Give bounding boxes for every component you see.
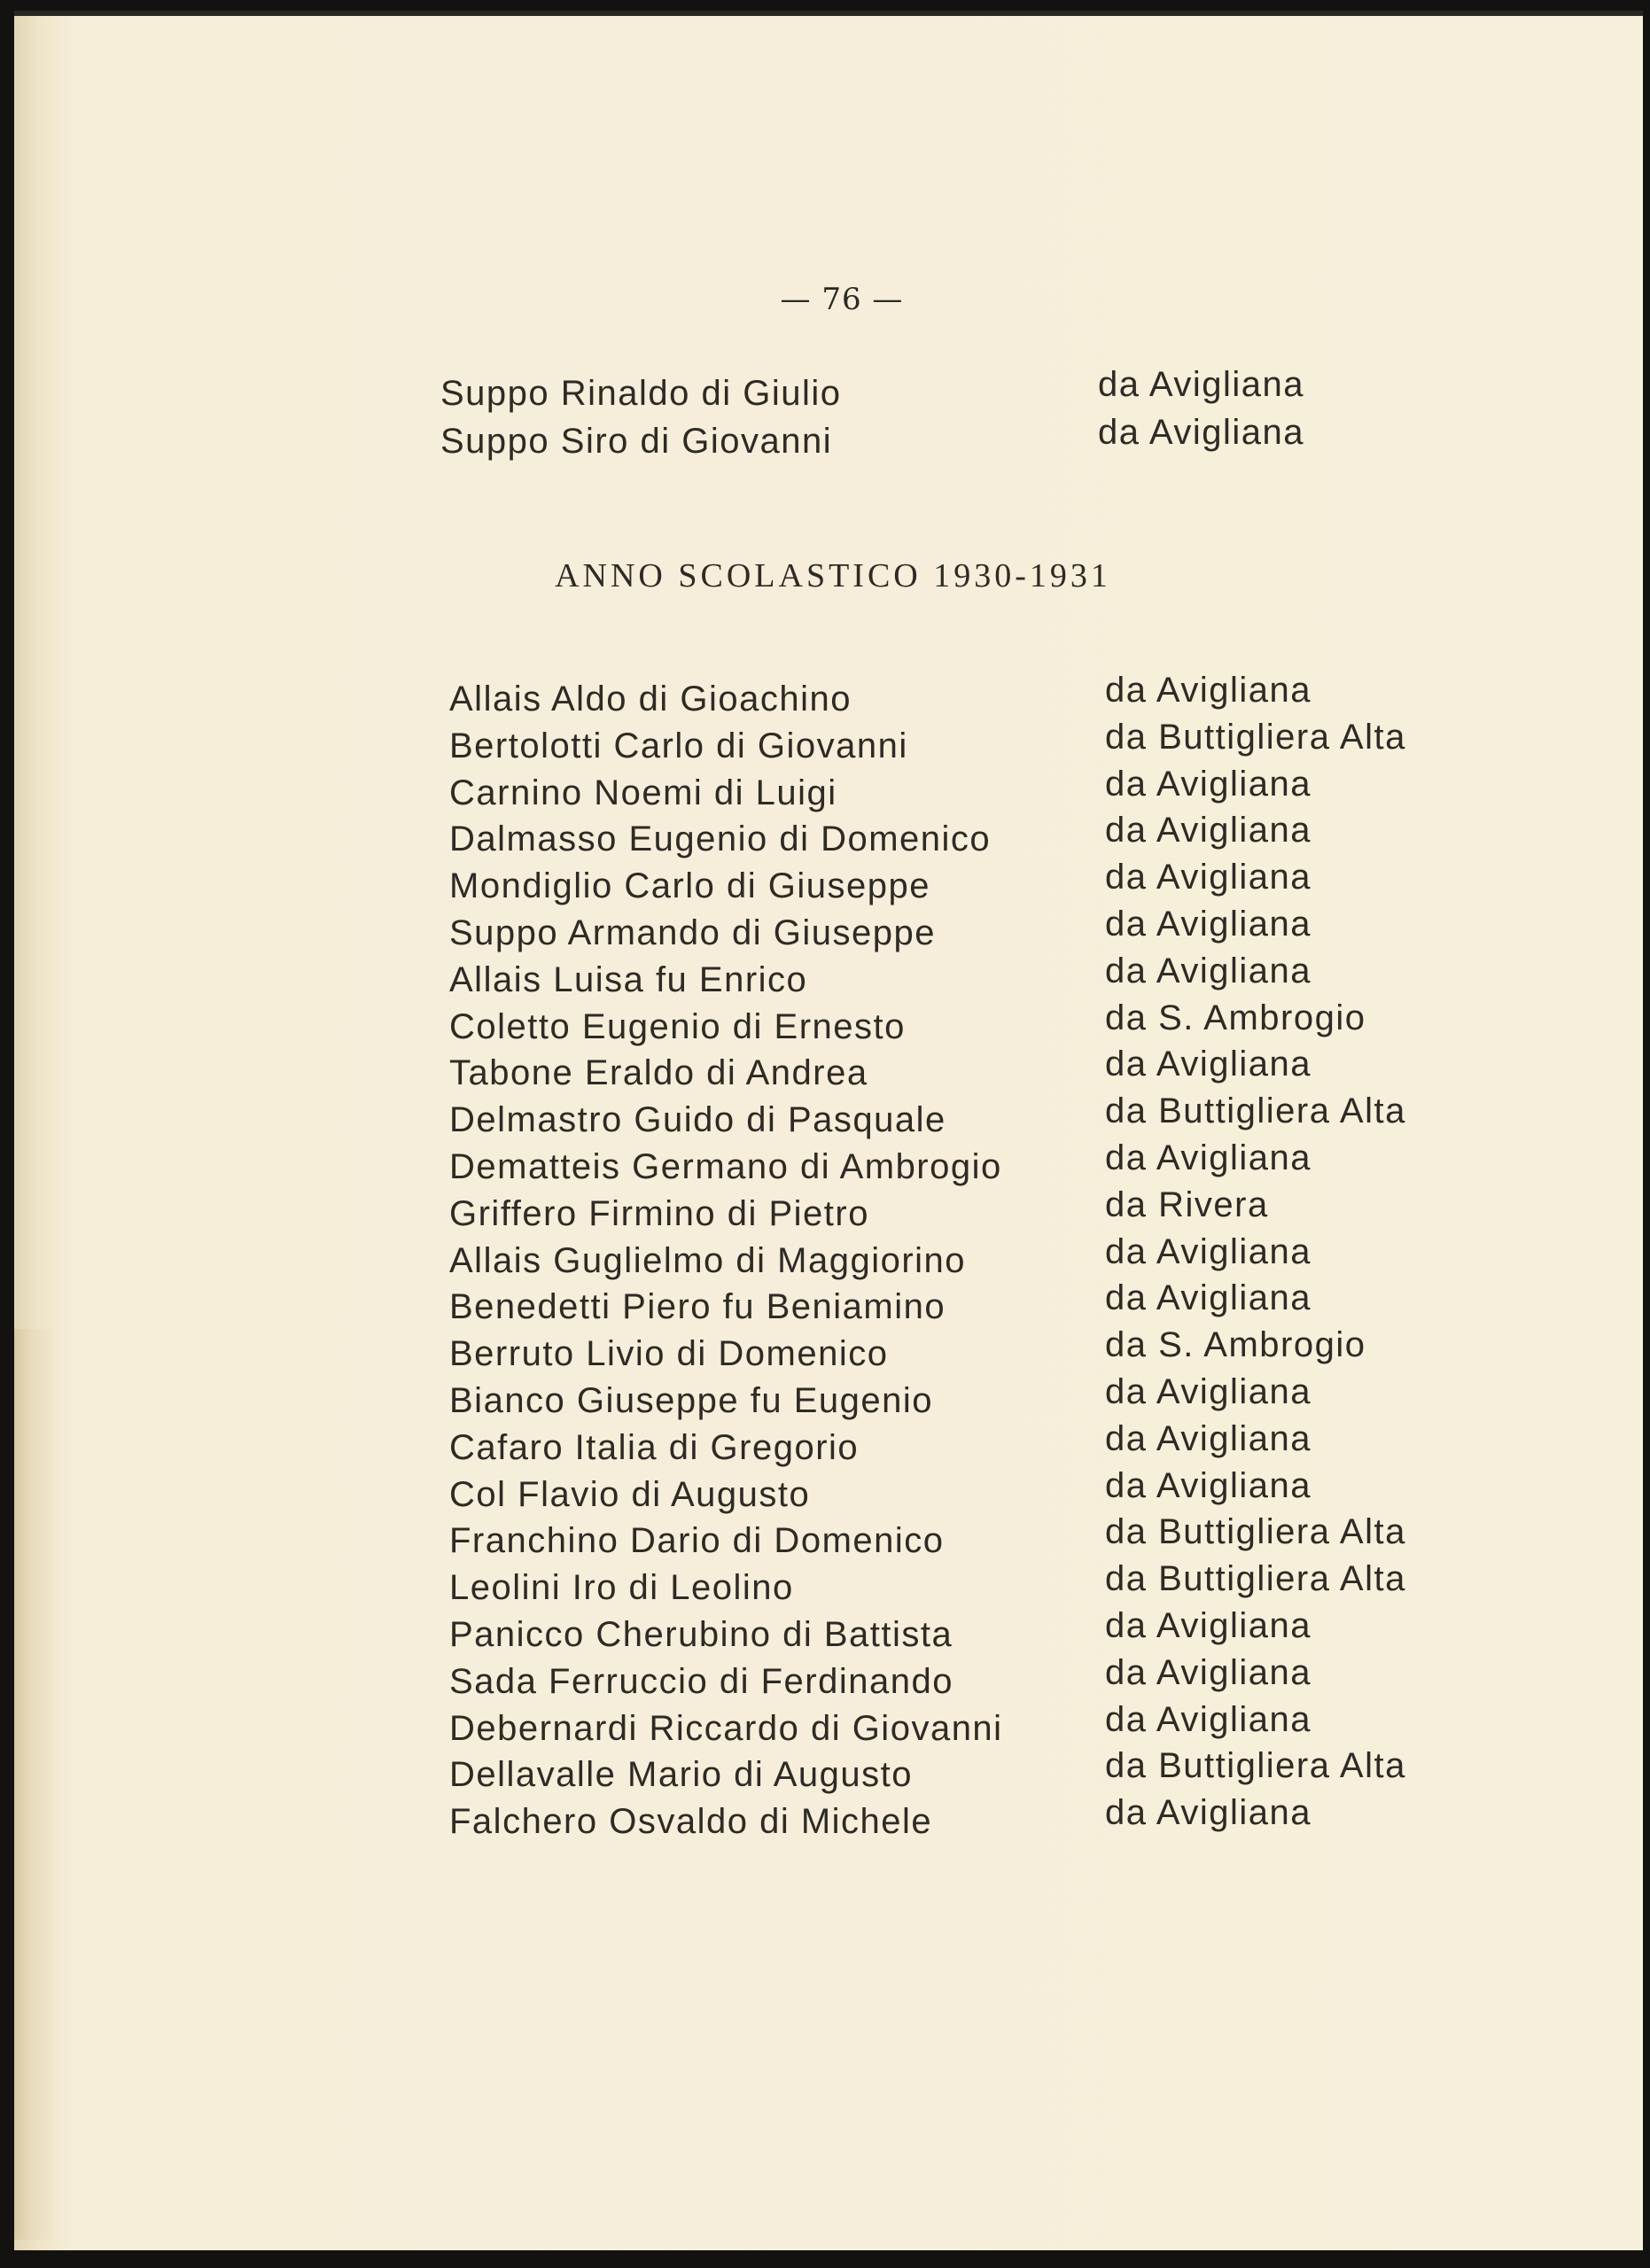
student-name: Bianco Giuseppe fu Eugenio [449, 1380, 934, 1420]
student-origin: da Avigliana [1105, 1793, 1311, 1833]
student-name: Cafaro Italia di Gregorio [449, 1427, 860, 1467]
list-item [449, 1138, 1442, 1194]
student-name: Falchero Osvaldo di Michele [449, 1802, 933, 1842]
student-name: Suppo Siro di Giovanni [440, 422, 833, 461]
student-origin: da Avigliana [1105, 1418, 1311, 1458]
section-heading: ANNO SCOLASTICO 1930-1931 [555, 557, 1111, 594]
student-origin: da Avigliana [1105, 904, 1311, 944]
student-origin: da Avigliana [1098, 413, 1304, 452]
student-name: Carnino Noemi di Luigi [449, 773, 837, 812]
student-name: Mondiglio Carlo di Giuseppe [449, 866, 930, 906]
student-origin: da Buttigliera Alta [1105, 717, 1406, 757]
student-origin: da Buttigliera Alta [1105, 1559, 1406, 1599]
student-origin: da Avigliana [1105, 1138, 1311, 1177]
student-origin: da Avigliana [1105, 858, 1311, 897]
student-origin: da Avigliana [1098, 365, 1304, 404]
student-name: Allais Luisa fu Enrico [449, 959, 808, 999]
student-name: Allais Aldo di Gioachino [449, 680, 852, 718]
student-name: Dematteis Germano di Ambrogio [449, 1146, 1002, 1186]
student-origin: da Avigliana [1105, 1465, 1311, 1505]
student-name: Leolini Iro di Leolino [449, 1568, 794, 1608]
student-origin: da Avigliana [1105, 1045, 1311, 1084]
student-name: Suppo Rinaldo di Giulio [440, 374, 842, 413]
student-name: Allais Guglielmo di Maggiorino [449, 1240, 967, 1280]
student-origin: da Buttigliera Alta [1105, 1512, 1406, 1552]
student-origin: da Avigliana [1105, 671, 1311, 710]
entries-list [449, 671, 1442, 1849]
student-name: Berruto Livio di Domenico [449, 1334, 889, 1374]
student-name: Debernardi Riccardo di Giovanni [449, 1708, 1003, 1748]
student-origin: da S. Ambrogio [1105, 1325, 1366, 1365]
student-origin: da Avigliana [1105, 1231, 1311, 1271]
student-name: Col Flavio di Augusto [449, 1474, 811, 1514]
student-name: Dellavalle Mario di Augusto [449, 1755, 913, 1795]
student-origin: da Avigliana [1105, 764, 1311, 804]
student-origin: da Avigliana [1105, 1699, 1311, 1739]
page-number: — 76 — [780, 282, 904, 317]
student-origin: da Avigliana [1105, 811, 1311, 850]
student-name: Delmastro Guido di Pasquale [449, 1100, 946, 1140]
student-origin: da Buttigliera Alta [1105, 1746, 1406, 1786]
list-item [449, 1793, 1442, 1849]
student-name: Coletto Eugenio di Ernesto [449, 1006, 906, 1046]
student-name: Franchino Dario di Domenico [449, 1521, 945, 1561]
student-origin: da Avigliana [1105, 1278, 1311, 1318]
student-name: Bertolotti Carlo di Giovanni [449, 726, 908, 765]
student-origin: da Buttigliera Alta [1105, 1091, 1406, 1131]
student-name: Dalmasso Eugenio di Domenico [449, 819, 992, 859]
student-origin: da Avigliana [1105, 1605, 1311, 1645]
list-item [440, 413, 1415, 470]
page-top-edge [14, 11, 1643, 16]
student-origin: da Avigliana [1105, 1652, 1311, 1692]
student-name: Tabone Eraldo di Andrea [449, 1053, 868, 1093]
student-origin: da Avigliana [1105, 951, 1311, 990]
student-name: Sada Ferruccio di Ferdinando [449, 1661, 953, 1701]
page-binding-shadow [14, 1329, 53, 2240]
student-name: Benedetti Piero fu Beniamino [449, 1287, 946, 1327]
student-origin: da Rivera [1105, 1184, 1269, 1224]
pre-entries-list [440, 365, 1415, 470]
student-origin: da S. Ambrogio [1105, 998, 1366, 1037]
student-name: Griffero Firmino di Pietro [449, 1193, 869, 1233]
student-origin: da Avigliana [1105, 1371, 1311, 1411]
student-name: Panicco Cherubino di Battista [449, 1614, 953, 1654]
student-name: Suppo Armando di Giuseppe [449, 913, 936, 952]
